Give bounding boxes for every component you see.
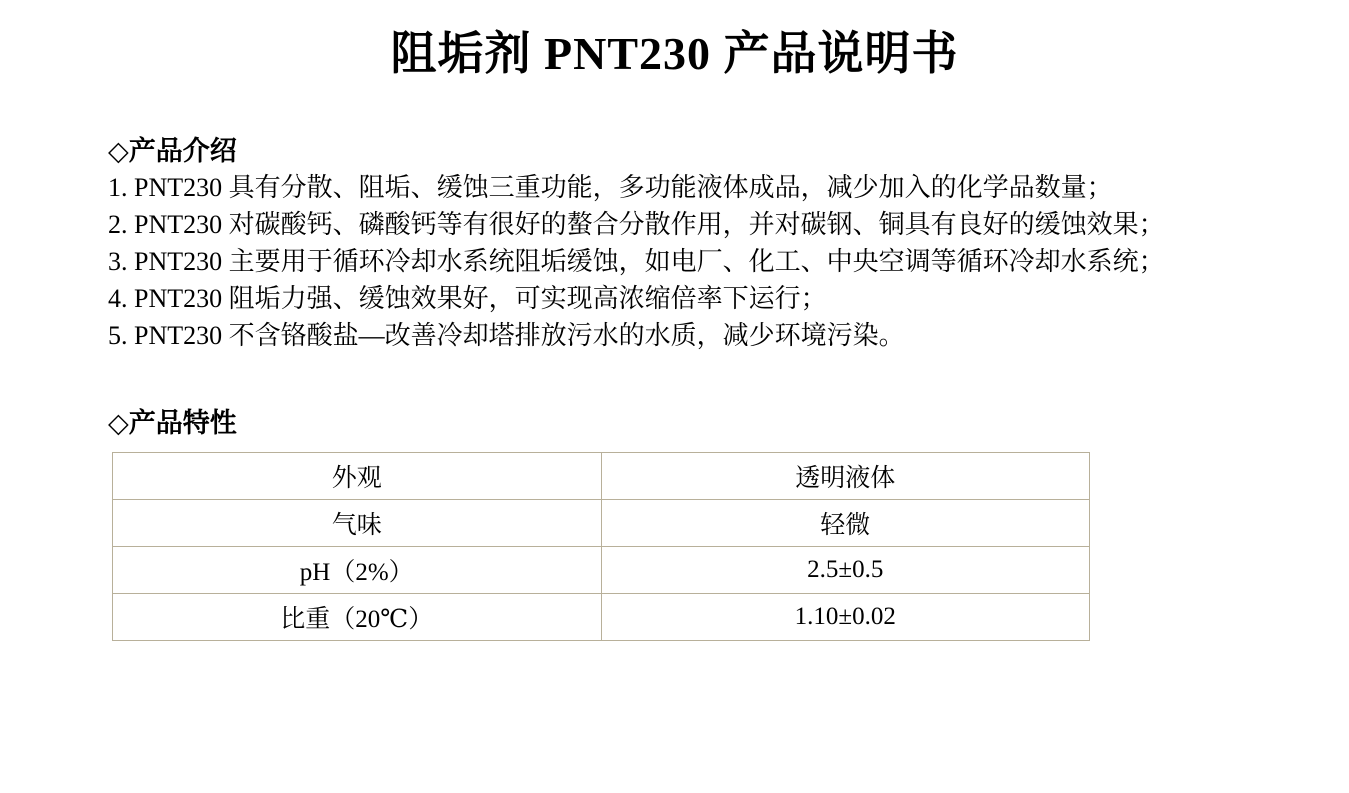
intro-item-5: 5. PNT230 不含铬酸盐—改善冷却塔排放污水的水质，减少环境污染。	[108, 320, 905, 350]
intro-item-1: 1. PNT230 具有分散、阻垢、缓蚀三重功能，多功能液体成品，减少加入的化学品数量；	[108, 173, 1113, 203]
product-features-heading: ◇产品特性	[108, 407, 237, 438]
feature-value: 透明液体	[601, 452, 1090, 499]
feature-value: 轻微	[601, 499, 1090, 546]
feature-name: pH（2%）	[113, 546, 602, 593]
intro-item-3: 3. PNT230 主要用于循环冷却水系统阻垢缓蚀，如电厂、化工、中央空调等循环冷却水系统；	[108, 247, 1165, 276]
product-features-table	[112, 452, 1090, 641]
table-row	[113, 452, 1090, 499]
product-features-section	[108, 401, 1317, 442]
feature-name: 外观	[113, 452, 602, 499]
feature-name: 气味	[113, 499, 602, 546]
feature-name: 比重（20℃）	[113, 593, 602, 640]
table-row	[113, 546, 1090, 593]
page-title: 阻垢剂 PNT230 产品说明书	[390, 28, 959, 79]
document-page	[0, 26, 1349, 793]
intro-item-4: 4. PNT230 阻垢力强、缓蚀效果好，可实现高浓缩倍率下运行；	[108, 283, 827, 313]
product-intro-heading: ◇产品介绍	[108, 136, 237, 167]
feature-value: 1.10±0.02	[601, 593, 1090, 640]
feature-value: 2.5±0.5	[601, 546, 1090, 593]
table-row	[113, 593, 1090, 640]
table-row	[113, 499, 1090, 546]
product-intro-section	[108, 129, 1317, 355]
intro-item-2: 2. PNT230 对碳酸钙、磷酸钙等有很好的螯合分散作用，并对碳钢、铜具有良好的缓蚀效果；	[108, 210, 1165, 240]
